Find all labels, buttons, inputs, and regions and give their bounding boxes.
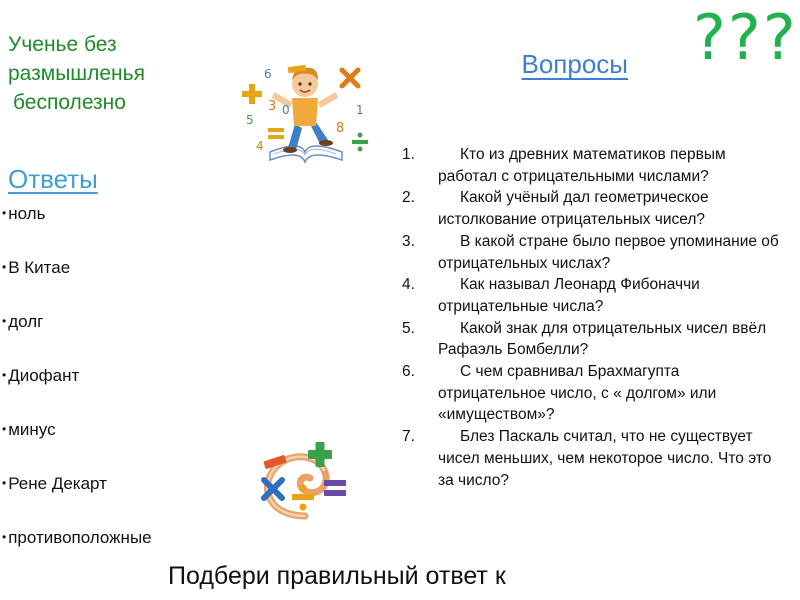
divide-sign-icon [292,485,314,511]
question-marks-decoration: ??? [693,1,798,74]
list-item: • Рене Декарт [2,470,152,496]
divide-sign-icon [352,133,368,152]
question-text: Кто из древних математиков первым работал с отрицательными числами? [438,146,726,185]
question-number: 1. [402,146,415,163]
plus-sign-icon [242,84,262,104]
digit-one: 1 [356,103,364,117]
questions-list [402,144,780,491]
question-text: С чем сравнивал Брахмагупта отрицательное число, с « долгом» или «имуществом»? [438,363,717,424]
list-item: • Диофант [2,362,152,388]
question-number: 6. [402,363,415,381]
list-item [402,144,780,187]
epigraph-line: бесполезно [13,91,126,114]
list-item [402,361,780,426]
list-item [402,231,780,274]
epigraph-line: размышленья [8,62,145,85]
list-item: • ноль [2,200,152,226]
epigraph-line: Ученье без [8,33,117,56]
questions-heading: Вопросы [521,49,628,79]
math-boy-illustration [230,52,380,170]
equals-sign-icon [324,480,346,496]
digit-eight: 8 [336,121,345,136]
list-item [402,187,780,230]
list-item [402,318,780,361]
multiply-sign-icon [342,70,358,86]
equals-sign-icon [268,128,284,139]
question-text: Блез Паскаль считал, что не существует чисел меньших, чем некоторое число. Что это за число? [438,428,772,489]
plus-sign-icon [308,442,332,467]
answers-heading: Ответы [8,164,98,194]
footer-instruction: Подбери правильный ответ к [168,562,506,590]
question-number: 4. [402,276,415,294]
list-item: • В Китае [2,254,152,280]
list-item [402,274,780,317]
digit-zero: 0 [282,103,290,117]
list-item: • долг [2,308,152,334]
question-text: Как называл Леонард Фибоначчи отрицательные числа? [438,276,700,315]
digit-three: 3 [268,99,277,114]
question-number: 5. [402,319,415,337]
question-text: Какой учёный дал геометрическое истолкование отрицательных чисел? [438,189,709,229]
digit-six: 6 [264,67,272,81]
math-symbols-illustration [250,440,360,522]
epigraph [8,30,228,117]
list-item: • противоположные [2,524,152,550]
question-number: 7. [402,428,415,446]
digit-five: 5 [246,113,254,127]
digit-four: 4 [256,139,264,153]
question-text: В какой стране было первое упоминание об отрицательных числах? [438,232,779,272]
question-number: 3. [402,232,415,250]
list-item [402,426,780,491]
list-item: • минус [2,416,152,442]
question-text: Какой знак для отрицательных чисел ввёл Рафаэль Бомбелли? [438,319,767,359]
answers-list [2,200,152,578]
question-number: 2. [402,189,415,207]
